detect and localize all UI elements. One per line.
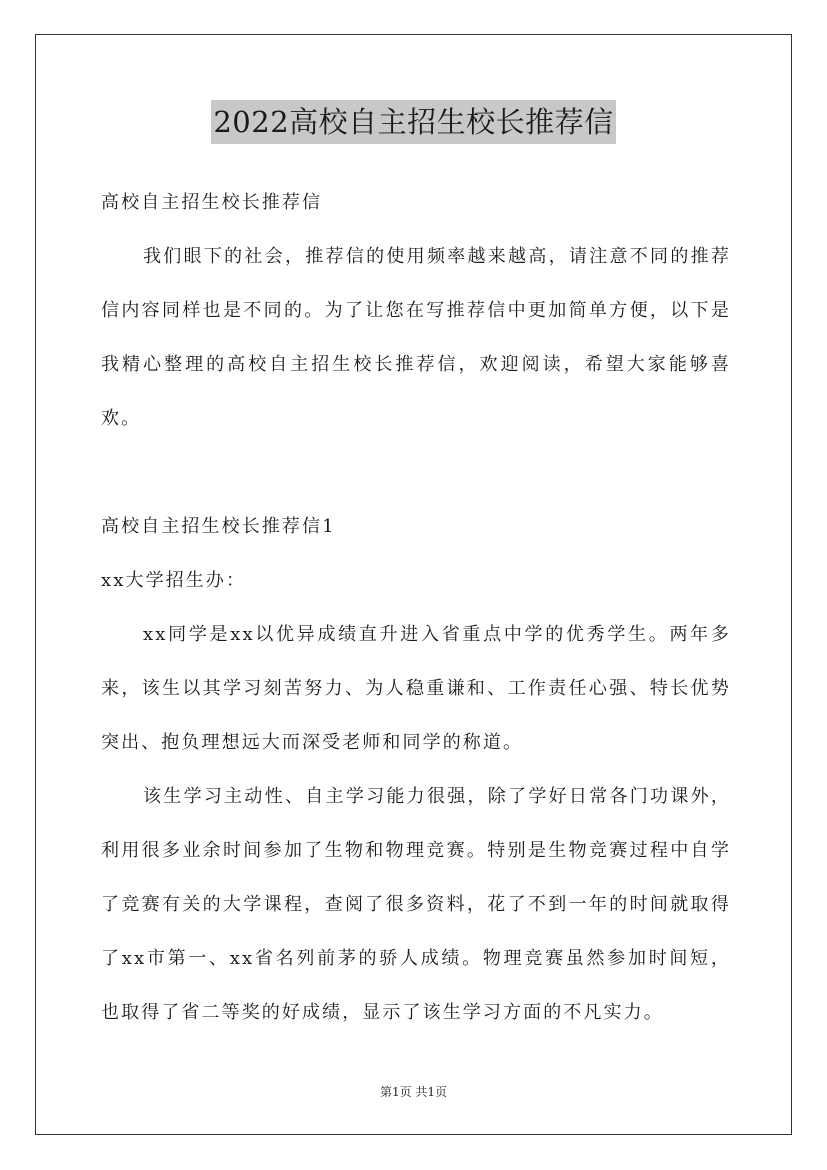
body-paragraph-1: xx同学是xx以优异成绩直升进入省重点中学的优秀学生。两年多来，该生以其学习刻苦努力、为人稳重谦和、工作责任心强、特长优势突出、抱负理想远大而深受老师和同学的称道。 bbox=[101, 624, 731, 753]
document-title: 2022高校自主招生校长推荐信 bbox=[211, 100, 615, 144]
paragraph-spacer bbox=[101, 446, 731, 500]
document-body bbox=[101, 176, 731, 1040]
salutation: xx大学招生办： bbox=[101, 570, 247, 591]
section-title: 高校自主招生校长推荐信1 bbox=[101, 516, 336, 537]
document-subtitle: 高校自主招生校长推荐信 bbox=[101, 192, 323, 213]
page-footer: 第1页 共1页 bbox=[379, 1085, 448, 1099]
title-container bbox=[0, 100, 827, 144]
intro-paragraph: 我们眼下的社会，推荐信的使用频率越来越高，请注意不同的推荐信内容同样也是不同的。为了让您在写推荐信中更加简单方便，以下是我精心整理的高校自主招生校长推荐信，欢迎阅读，希望大家能够喜欢。 bbox=[101, 246, 731, 429]
body-paragraph-2: 该生学习主动性、自主学习能力很强，除了学好日常各门功课外，利用很多业余时间参加了生物和物理竞赛。特别是生物竞赛过程中自学了竞赛有关的大学课程，查阅了很多资料，花了不到一年的时间就取得了xx市第一、xx省名列前茅的骄人成绩。物理竞赛虽然参加时间短，也取得了省二等奖的好成绩，显示了该生学习方面的不凡实力。 bbox=[101, 786, 731, 1023]
